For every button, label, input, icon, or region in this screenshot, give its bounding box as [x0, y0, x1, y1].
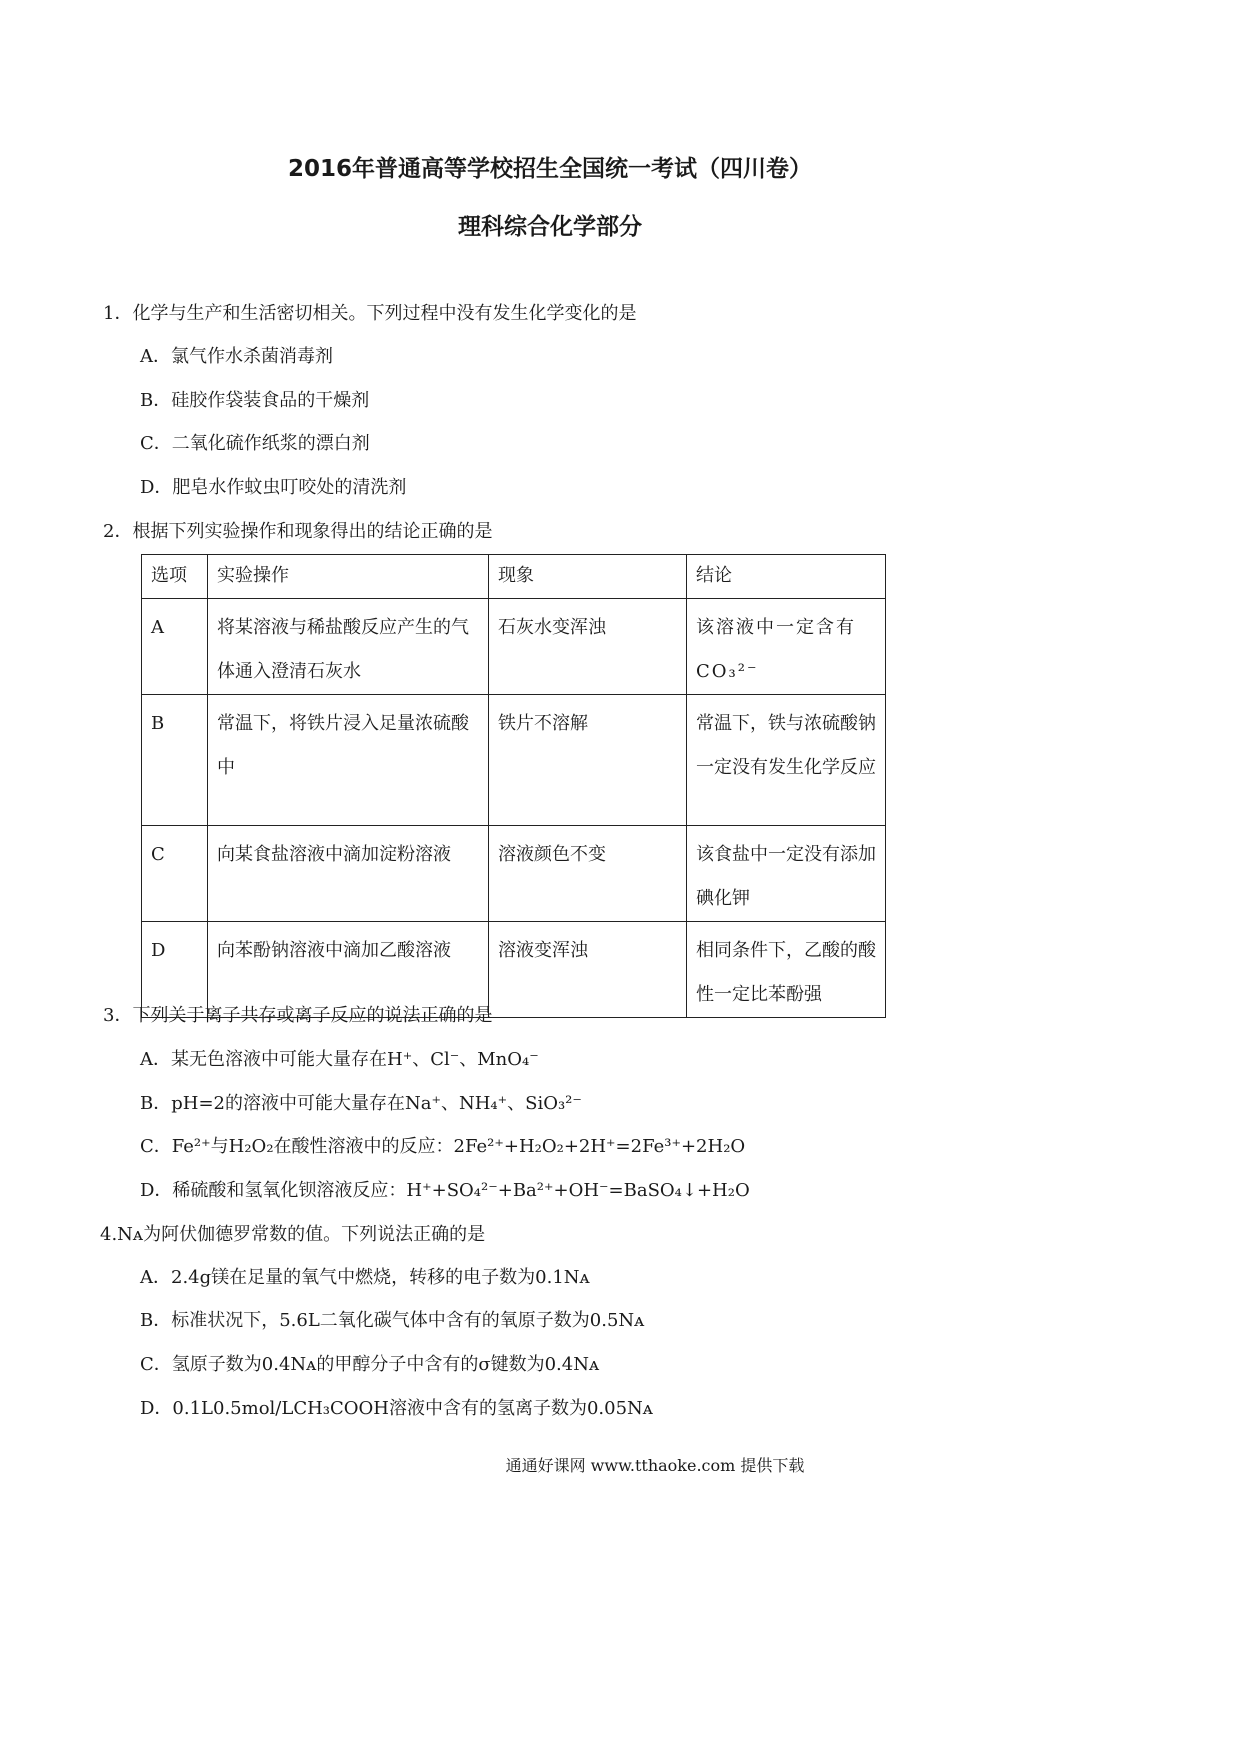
question-4-option-b: B．标准状况下，5.6L二氧化碳气体中含有的氧原子数为0.5Nᴀ — [140, 1310, 645, 1331]
question-4-option-a: A．2.4g镁在足量的氧气中燃烧，转移的电子数为0.1Nᴀ — [140, 1267, 590, 1288]
row-option: D — [142, 922, 208, 1018]
row-conclusion: 常温下，铁与浓硫酸钠一定没有发生化学反应 — [687, 695, 886, 826]
question-1-option-d: D．肥皂水作蚊虫叮咬处的清洗剂 — [140, 477, 407, 498]
question-3-stem: 3．下列关于离子共存或离子反应的说法正确的是 — [103, 1005, 493, 1026]
row-option: B — [142, 695, 208, 826]
row-conclusion: 该溶液中一定含有CO₃²⁻ — [687, 599, 886, 695]
question-3-option-c: C．Fe²⁺与H₂O₂在酸性溶液中的反应：2Fe²⁺+H₂O₂+2H⁺=2Fe³⁺+2H₂O — [140, 1136, 746, 1157]
header-option: 选项 — [142, 555, 208, 599]
question-4-option-d: D．0.1L0.5mol/LCH₃COOH溶液中含有的氢离子数为0.05Nᴀ — [140, 1398, 653, 1419]
row-phenomenon: 铁片不溶解 — [489, 695, 687, 826]
experiment-table — [141, 554, 886, 1018]
row-operation: 常温下，将铁片浸入足量浓硫酸中 — [208, 695, 489, 826]
table-header-row — [142, 555, 886, 599]
row-operation: 向某食盐溶液中滴加淀粉溶液 — [208, 826, 489, 922]
row-option: A — [142, 599, 208, 695]
question-3-option-b: B．pH=2的溶液中可能大量存在Na⁺、NH₄⁺、SiO₃²⁻ — [140, 1093, 582, 1114]
row-conclusion: 相同条件下，乙酸的酸性一定比苯酚强 — [687, 922, 886, 1018]
question-1-option-a: A．氯气作水杀菌消毒剂 — [140, 346, 333, 367]
question-1-option-c: C．二氧化硫作纸浆的漂白剂 — [140, 433, 370, 454]
table-row — [142, 695, 886, 826]
row-operation: 将某溶液与稀盐酸反应产生的气体通入澄清石灰水 — [208, 599, 489, 695]
question-4-stem: 4.Nᴀ为阿伏伽德罗常数的值。下列说法正确的是 — [100, 1224, 486, 1245]
question-3-option-d: D．稀硫酸和氢氧化钡溶液反应：H⁺+SO₄²⁻+Ba²⁺+OH⁻=BaSO₄↓+H₂O — [140, 1180, 750, 1201]
question-4-option-c: C．氢原子数为0.4Nᴀ的甲醇分子中含有的σ键数为0.4Nᴀ — [140, 1354, 600, 1375]
header-conclusion: 结论 — [687, 555, 886, 599]
footer-source: 通通好课网 www.tthaoke.com 提供下载 — [505, 1456, 805, 1475]
question-1-stem: 1．化学与生产和生活密切相关。下列过程中没有发生化学变化的是 — [103, 303, 637, 324]
question-2-stem: 2．根据下列实验操作和现象得出的结论正确的是 — [103, 521, 493, 542]
question-3-option-a: A．某无色溶液中可能大量存在H⁺、Cl⁻、MnO₄⁻ — [140, 1049, 539, 1070]
row-phenomenon: 溶液变浑浊 — [489, 922, 687, 1018]
question-1-option-b: B．硅胶作袋装食品的干燥剂 — [140, 390, 370, 411]
table-row — [142, 599, 886, 695]
table-row — [142, 826, 886, 922]
row-operation: 向苯酚钠溶液中滴加乙酸溶液 — [208, 922, 489, 1018]
row-phenomenon: 石灰水变浑浊 — [489, 599, 687, 695]
exam-title: 2016年普通高等学校招生全国统一考试（四川卷） — [287, 156, 812, 182]
header-operation: 实验操作 — [208, 555, 489, 599]
exam-subtitle: 理科综合化学部分 — [458, 214, 642, 240]
row-option: C — [142, 826, 208, 922]
header-phenomenon: 现象 — [489, 555, 687, 599]
row-phenomenon: 溶液颜色不变 — [489, 826, 687, 922]
row-conclusion: 该食盐中一定没有添加碘化钾 — [687, 826, 886, 922]
